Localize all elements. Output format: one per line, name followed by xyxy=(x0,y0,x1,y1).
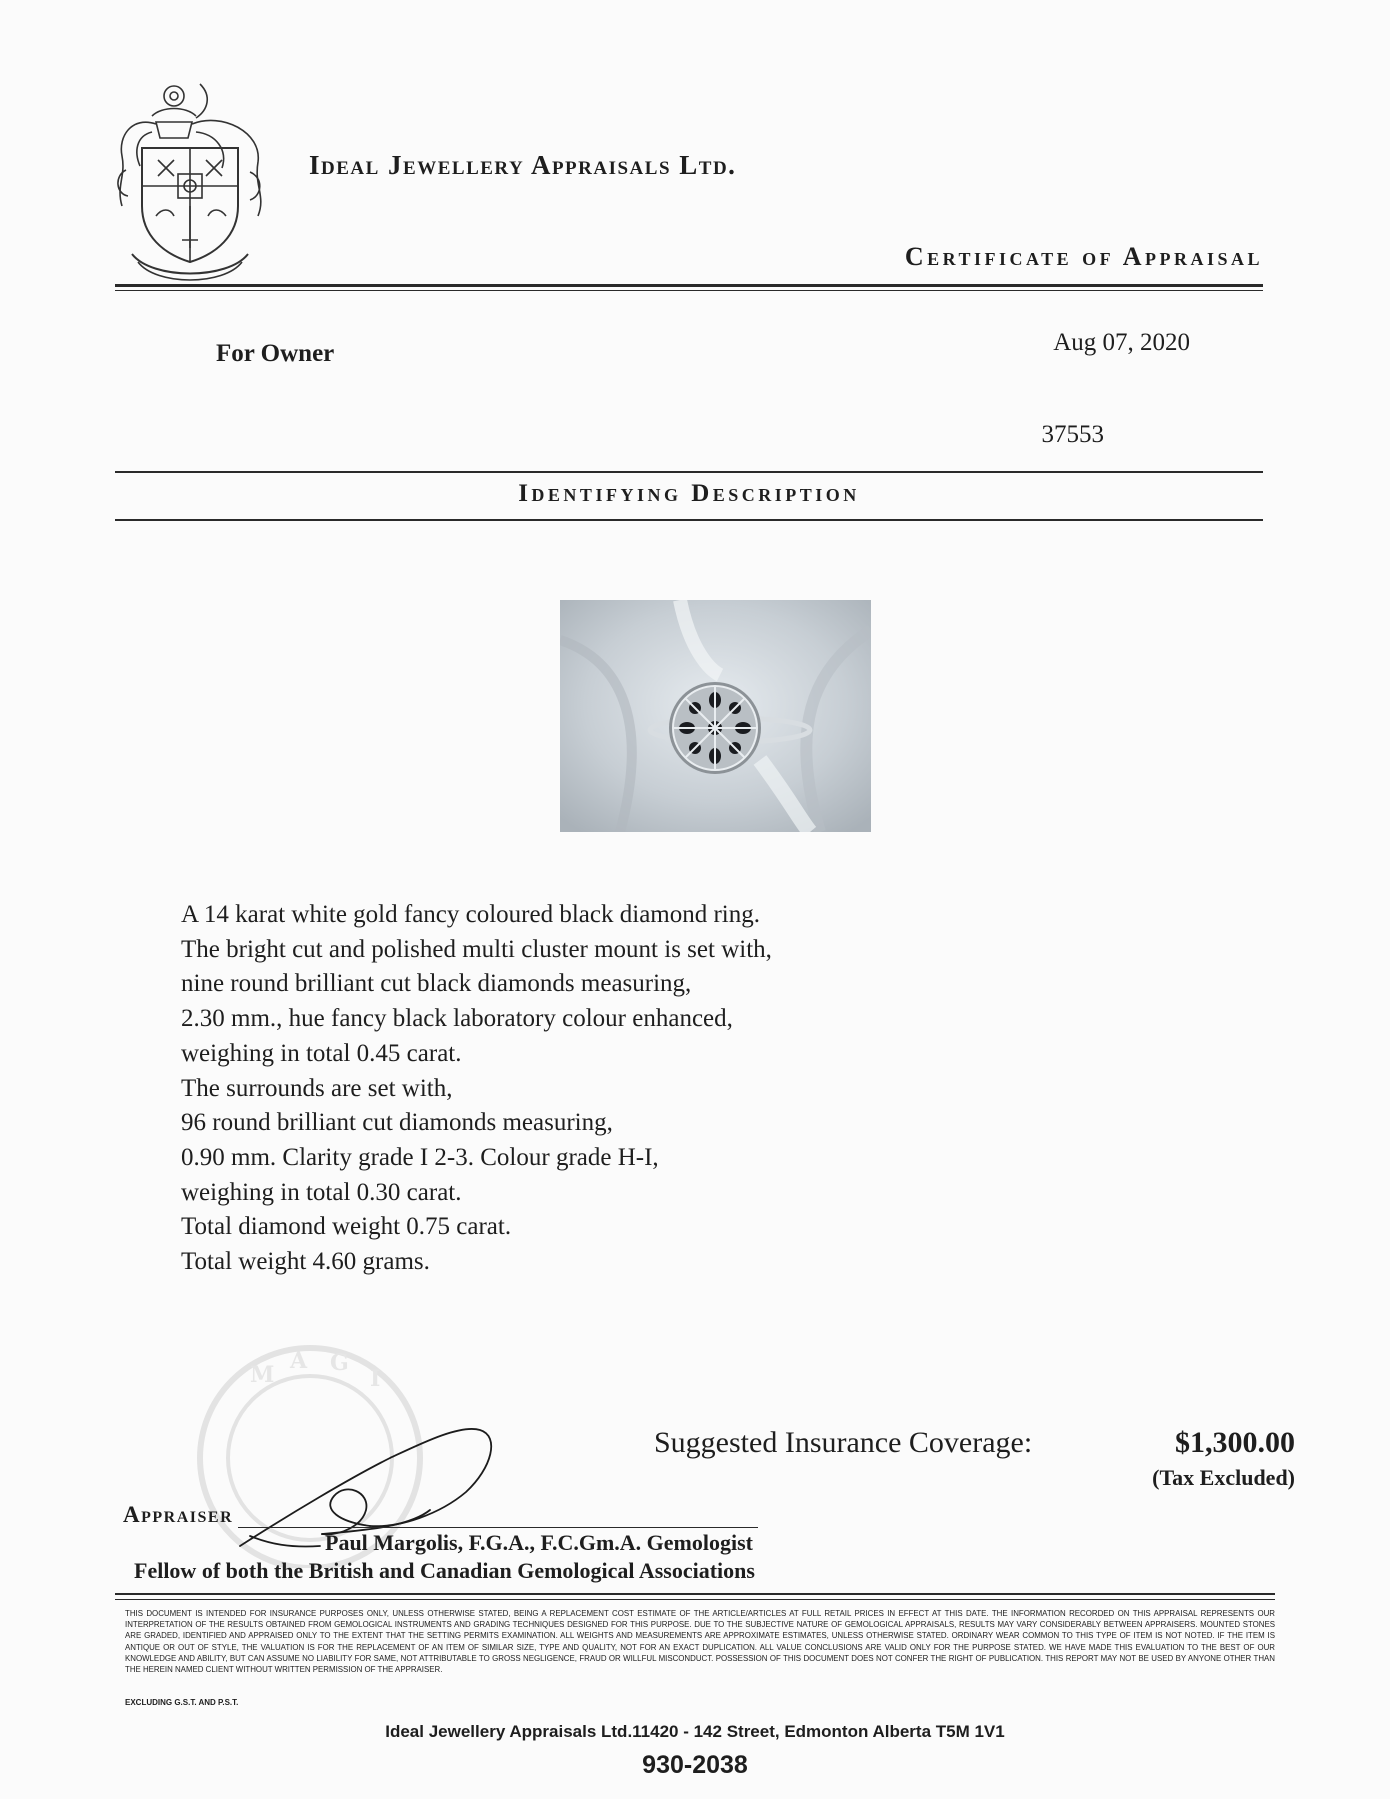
section-rule-top xyxy=(115,471,1263,473)
footer-rule-thin xyxy=(115,1599,1275,1600)
description-line: 2.30 mm., hue fancy black laboratory colour enhanced, xyxy=(181,1005,733,1033)
section-heading: Identifying Description xyxy=(518,480,860,507)
certificate-title: Certificate of Appraisal xyxy=(904,242,1263,271)
description-line: The surrounds are set with, xyxy=(181,1074,453,1102)
company-crest-logo xyxy=(112,76,268,288)
appraiser-fellowship: Fellow of both the British and Canadian Gemological Associations xyxy=(134,1558,755,1583)
description-line: weighing in total 0.45 carat. xyxy=(181,1039,462,1067)
insurance-label: Suggested Insurance Coverage: xyxy=(654,1426,1033,1459)
appraisal-date: Aug 07, 2020 xyxy=(1053,329,1190,356)
svg-text:G: G xyxy=(330,1350,349,1376)
appraiser-name: Paul Margolis, F.G.A., F.C.Gm.A. Gemologist xyxy=(325,1530,753,1555)
tax-note: (Tax Excluded) xyxy=(1152,1465,1295,1490)
company-name: Ideal Jewellery Appraisals Ltd. xyxy=(309,150,737,180)
svg-text:M: M xyxy=(250,1362,275,1388)
company-phone: 930-2038 xyxy=(642,1751,748,1779)
header-rule-thin xyxy=(115,290,1263,291)
appraisal-number: 37553 xyxy=(1041,421,1104,448)
section-rule-bottom xyxy=(115,519,1263,521)
legal-disclaimer: THIS DOCUMENT IS INTENDED FOR INSURANCE PURPOSES ONLY, UNLESS OTHERWISE STATED, BEING A REPLACEMENT COST ESTIMATE OF THE ARTICLE/ARTICLES AT FULL RETAIL PRICES IN EFFECT AT THIS DATE. THE INFORMATION RECORDED ON THIS APPRAISAL REPRESENTS OUR INTERPRETATION OF THE RESULTS OBTAINED FROM GEMOLOGICAL INSTRUMENTS AND GRADING TECHNIQUES DESIGNED FOR THIS PURPOSE. DUE TO THE SUBJECTIVE NATURE OF GEMOLOGICAL APPRAISALS, RESULTS MAY VARY CONSIDERABLY BETWEEN APPRAISERS. MOUNTED STONES ARE GRADED, IDENTIFIED AND APPRAISED ONLY TO THE EXTENT THAT THE SETTING PERMITS EXAMINATION. ALL WEIGHTS AND MEASUREMENTS ARE APPROXIMATE ESTIMATES, UNLESS OTHERWISE STATED. ORDINARY WEAR COMMON TO THIS TYPE OF ITEM IS NOT NOTED. IF THE ITEM IS ANTIQUE OR OUT OF STYLE, THE VALUATION IS FOR THE REPLACEMENT OF AN ITEM OF SIMILAR SIZE, TYPE AND QUALITY, NOT FOR AN EXACT DUPLICATION. ALL VALUE CONCLUSIONS ARE VALID ONLY FOR THE PURPOSE STATED. WE HAVE MADE THIS EVALUATION TO THE BEST OF OUR KNOWLEDGE AND ABILITY, BUT CAN ASSUME NO LIABILITY FOR SAME, NOT ATTRIBUTABLE TO GROSS NEGLIGENCE, FRAUD OR WILLFUL MISCONDUCT. POSSESSION OF THIS DOCUMENT DOES NOT CONFER THE RIGHT OF PUBLICATION. THIS REPORT MAY NOT BE USED BY ANYONE OTHER THAN THE HEREIN NAMED CLIENT WITHOUT WRITTEN PERMISSION OF THE APPRAISER. xyxy=(125,1609,1275,1675)
footer-rule xyxy=(115,1593,1275,1595)
description-line: 96 round brilliant cut diamonds measuring, xyxy=(181,1109,613,1137)
description-line: Total weight 4.60 grams. xyxy=(181,1248,430,1276)
description-line: A 14 karat white gold fancy coloured black diamond ring. xyxy=(181,901,761,928)
description-line: weighing in total 0.30 carat. xyxy=(181,1178,462,1206)
appraiser-label: Appraiser xyxy=(123,1502,234,1527)
ring-photo xyxy=(560,600,871,832)
header-rule xyxy=(115,284,1263,287)
insurance-amount: $1,300.00 xyxy=(1175,1426,1295,1459)
description-line: 0.90 mm. Clarity grade I 2-3. Colour grade H-I, xyxy=(181,1143,659,1171)
description-line: The bright cut and polished multi cluster mount is set with, xyxy=(181,935,772,963)
owner-label: For Owner xyxy=(216,340,335,367)
description-line: nine round brilliant cut black diamonds measuring, xyxy=(181,970,692,998)
company-address: Ideal Jewellery Appraisals Ltd.11420 - 142 Street, Edmonton Alberta T5M 1V1 xyxy=(385,1722,1005,1741)
item-description xyxy=(181,898,772,1280)
signature-line xyxy=(238,1527,758,1528)
tax-exclusion-note: EXCLUDING G.S.T. AND P.S.T. xyxy=(125,1698,239,1707)
svg-text:A: A xyxy=(290,1348,308,1374)
svg-text:I: I xyxy=(370,1366,381,1392)
description-line: Total diamond weight 0.75 carat. xyxy=(181,1213,512,1241)
